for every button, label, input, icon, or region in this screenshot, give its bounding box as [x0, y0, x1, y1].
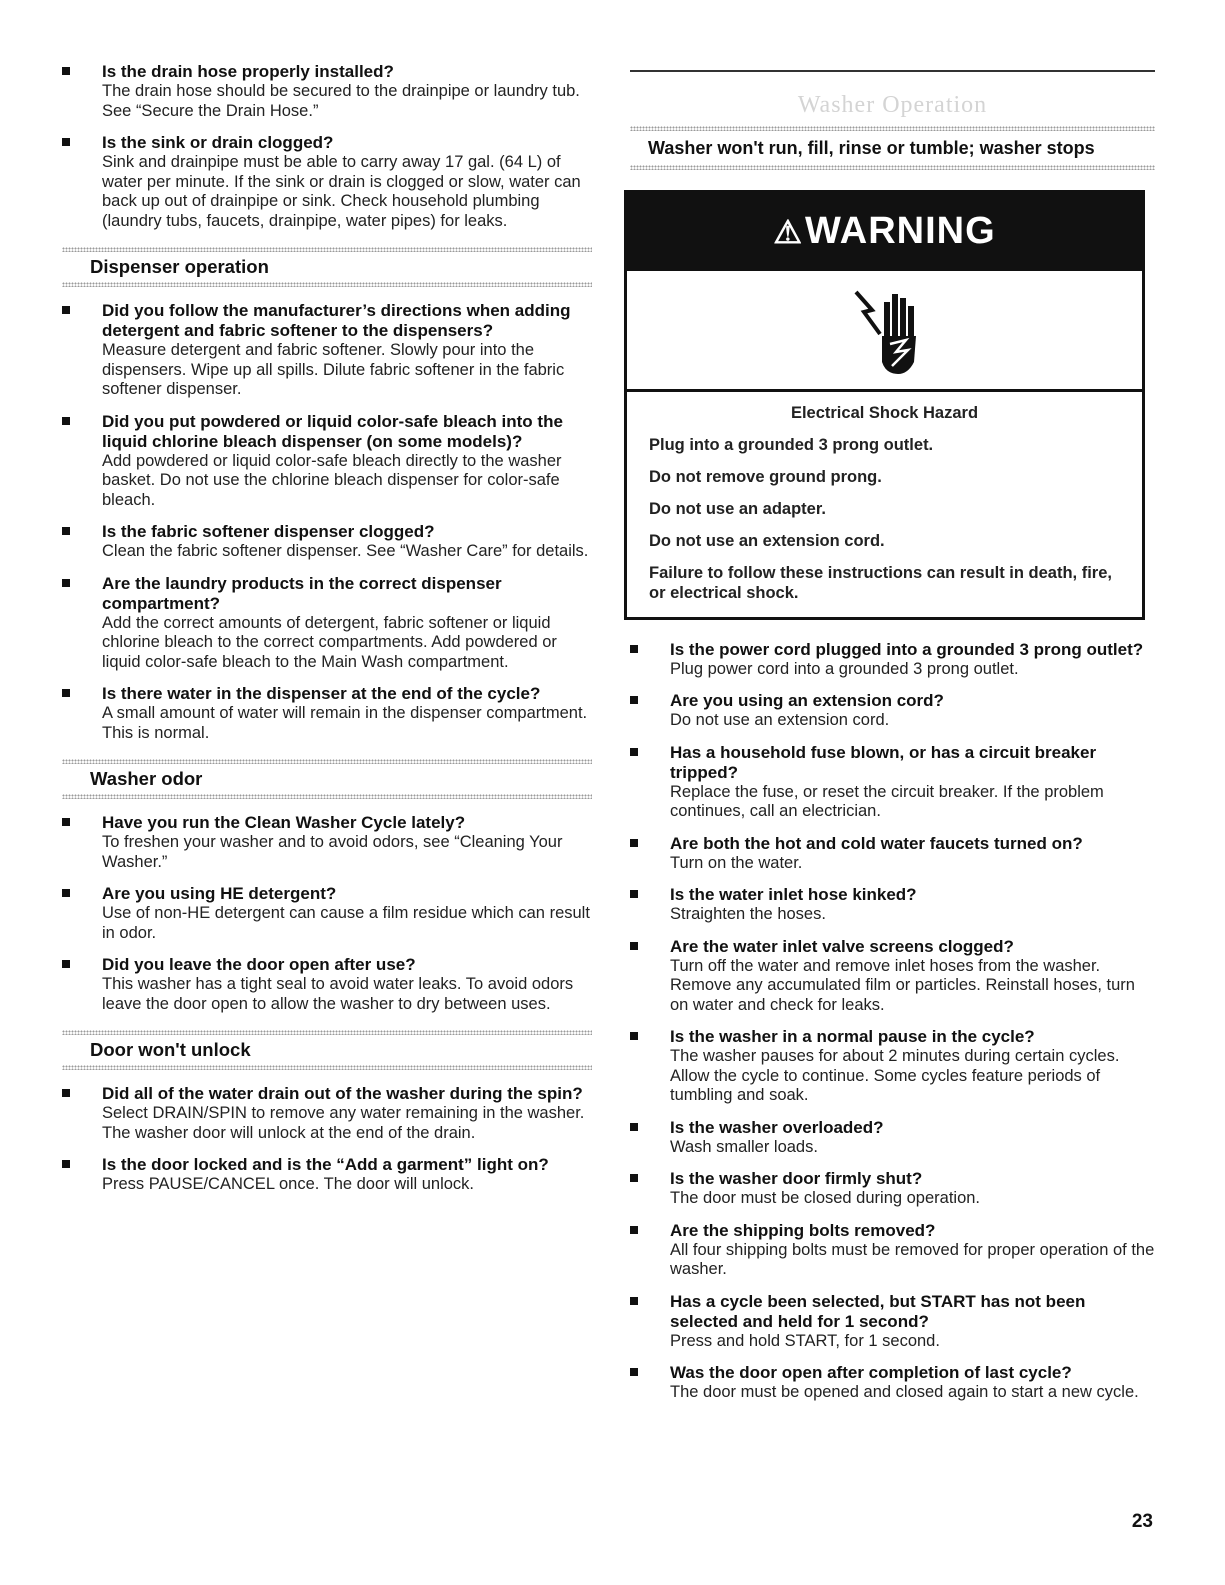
section-title: Dispenser operation [90, 256, 269, 277]
dotted-divider [62, 759, 592, 764]
bullet-icon [62, 1160, 70, 1168]
bullet-icon [62, 889, 70, 897]
dotted-divider [630, 126, 1155, 131]
question: Is the washer overloaded? [670, 1117, 884, 1137]
section-header-door [62, 1030, 592, 1070]
dotted-divider [62, 794, 592, 799]
bullet-icon [630, 696, 638, 704]
bullet-icon [630, 1123, 638, 1131]
question: Has a household fuse blown, or has a circuit breaker tripped? [670, 742, 1097, 782]
warning-line: Failure to follow these instructions can result in death, fire, or electrical shock. [649, 563, 1112, 602]
bullet-icon [630, 1032, 638, 1040]
bullet-icon [62, 689, 70, 697]
question: Are the shipping bolts removed? [670, 1220, 936, 1240]
answer: Use of non-HE detergent can cause a film residue which can result in odor. [102, 904, 590, 942]
section-header-dispenser [62, 247, 592, 287]
bullet-icon [630, 839, 638, 847]
left-column [62, 62, 592, 1207]
list-item [630, 743, 1155, 822]
dispenser-items [62, 301, 592, 743]
question: Is the washer in a normal pause in the cycle? [670, 1027, 1035, 1046]
answer: Measure detergent and fabric softener. Slowly pour into the dispensers. Wipe up all spills. Dilute fabric softener in the fabric softener dispenser. [102, 341, 565, 398]
list-item [630, 885, 1155, 925]
bullet-icon [630, 748, 638, 756]
list-item [62, 813, 592, 872]
answer: Sink and drainpipe must be able to carry away 17 gal. (64 L) of water per minute. If the sink or drain is clogged or slow, water can back up out of drainpipe or sink. Check household plumbing (laundry tubs, faucets, drainpipe, water pipes) for leaks. [102, 153, 581, 230]
warning-banner [627, 193, 1142, 271]
question: Is the water inlet hose kinked? [670, 885, 917, 904]
answer: Add powdered or liquid color-safe bleach directly to the washer basket. Do not use the chlorine bleach dispenser for color-safe bleach. [102, 451, 562, 509]
list-item [62, 884, 592, 943]
bullet-icon [630, 1226, 638, 1234]
list-item [62, 684, 592, 743]
list-item [630, 1363, 1155, 1403]
electric-hand-icon [850, 282, 920, 378]
shock-hazard-icon [627, 271, 1142, 392]
list-item [62, 62, 592, 121]
question: Are you using an extension cord? [670, 691, 944, 710]
answer: All four shipping bolts must be removed for proper operation of the washer. [670, 1240, 1155, 1278]
list-item [630, 937, 1155, 1016]
question: Are you using HE detergent? [102, 884, 337, 903]
question: Are the water inlet valve screens clogged? [670, 936, 1014, 956]
question: Is there water in the dispenser at the end of the cycle? [102, 684, 541, 703]
question: Did you follow the manufacturer’s directions when adding detergent and fabric softener to the dispensers? [102, 301, 571, 340]
question: Are the laundry products in the correct dispenser compartment? [102, 573, 502, 613]
bullet-icon [62, 306, 70, 314]
bullet-icon [62, 67, 70, 75]
list-item [62, 1084, 592, 1143]
list-item [630, 1292, 1155, 1352]
list-item [62, 574, 592, 673]
bullet-icon [630, 1174, 638, 1182]
list-item [62, 1155, 592, 1195]
bullet-icon [62, 417, 70, 425]
bullet-icon [630, 942, 638, 950]
bullet-icon [630, 890, 638, 898]
warning-body [627, 392, 1142, 617]
answer: Press and hold START, for 1 second. [670, 1331, 940, 1350]
warning-line: Do not use an extension cord. [649, 531, 885, 550]
list-item [630, 1169, 1155, 1209]
bullet-icon [630, 645, 638, 653]
bullet-icon [630, 1297, 638, 1305]
answer: A small amount of water will remain in the dispenser compartment. This is normal. [102, 704, 588, 742]
answer: Do not use an extension cord. [670, 711, 890, 729]
answer: Replace the fuse, or reset the circuit breaker. If the problem continues, call an electrician. [670, 782, 1104, 820]
list-item [630, 1118, 1155, 1158]
list-item [630, 1027, 1155, 1106]
drain-items [62, 62, 592, 231]
answer: Turn on the water. [670, 853, 803, 872]
warning-line: Plug into a grounded 3 prong outlet. [649, 435, 934, 454]
page-number: 23 [1131, 1511, 1153, 1532]
question: Did all of the water drain out of the washer during the spin? [102, 1084, 583, 1103]
list-item [62, 301, 592, 400]
top-rule [630, 70, 1155, 72]
question: Is the power cord plugged into a grounded 3 prong outlet? [670, 639, 1144, 659]
question: Is the drain hose properly installed? [102, 62, 394, 81]
dotted-divider [630, 165, 1155, 170]
answer: To freshen your washer and to avoid odors, see “Cleaning Your Washer.” [102, 833, 563, 871]
list-item [630, 834, 1155, 874]
door-items [62, 1084, 592, 1195]
bullet-icon [62, 960, 70, 968]
dotted-divider [62, 282, 592, 287]
answer: Wash smaller loads. [670, 1137, 818, 1156]
section-heading: Washer Operation [797, 91, 988, 118]
answer: The door must be opened and closed again to start a new cycle. [670, 1383, 1139, 1401]
question: Did you put powdered or liquid color-safe bleach into the liquid chlorine bleach dispenser (on some models)? [102, 411, 563, 451]
answer: The washer pauses for about 2 minutes during certain cycles. Allow the cycle to continue. Some cycles feature periods of tumbling and soak. [670, 1047, 1120, 1104]
subheading: Washer won't run, fill, rinse or tumble; washer stops [648, 137, 1095, 158]
warning-line: Do not use an adapter. [649, 499, 826, 518]
bullet-icon [62, 138, 70, 146]
section-title: Washer odor [90, 768, 203, 789]
answer: Clean the fabric softener dispenser. See “Washer Care” for details. [102, 542, 589, 560]
answer: Straighten the hoses. [670, 905, 826, 923]
question: Is the sink or drain clogged? [102, 133, 334, 152]
answer: The drain hose should be secured to the drainpipe or laundry tub. See “Secure the Drain Hose.” [102, 82, 580, 120]
list-item [62, 412, 592, 511]
answer: The door must be closed during operation. [670, 1189, 981, 1207]
answer: Select DRAIN/SPIN to remove any water remaining in the washer. The washer door will unlock at the end of the drain. [102, 1104, 585, 1142]
bullet-icon [62, 818, 70, 826]
question: Was the door open after completion of last cycle? [670, 1363, 1072, 1382]
answer: Plug power cord into a grounded 3 prong outlet. [670, 659, 1019, 678]
list-item [62, 133, 592, 231]
answer: Add the correct amounts of detergent, fabric softener or liquid chlorine bleach to the correct compartments. Add powdered or liquid color-safe bleach to the Main Wash compartment. [102, 613, 557, 671]
question: Did you leave the door open after use? [102, 955, 416, 974]
answer: Turn off the water and remove inlet hoses from the washer. Remove any accumulated film or particles. Reinstall hoses, turn on water and check for leaks. [670, 956, 1135, 1014]
bullet-icon [62, 527, 70, 535]
list-item [62, 955, 592, 1014]
right-column [630, 70, 1155, 1415]
list-item [630, 691, 1155, 731]
warning-line: Do not remove ground prong. [649, 467, 882, 486]
warning-box [624, 190, 1145, 620]
question: Is the fabric softener dispenser clogged? [102, 522, 435, 541]
question: Is the door locked and is the “Add a garment” light on? [102, 1155, 549, 1174]
question: Are both the hot and cold water faucets turned on? [670, 833, 1083, 853]
question: Has a cycle been selected, but START has not been selected and held for 1 second? [670, 1291, 1086, 1331]
dotted-divider [62, 247, 592, 252]
list-item [630, 1221, 1155, 1280]
bullet-icon [630, 1368, 638, 1376]
odor-items [62, 813, 592, 1014]
section-header-odor [62, 759, 592, 799]
list-item [62, 522, 592, 562]
hazard-title: Electrical Shock Hazard [790, 403, 979, 422]
bullet-icon [62, 1089, 70, 1097]
section-title: Door won't unlock [90, 1039, 251, 1060]
warning-triangle-icon: ⚠ [773, 213, 804, 250]
question: Is the washer door firmly shut? [670, 1169, 923, 1188]
operation-items [630, 640, 1155, 1403]
dotted-divider [62, 1065, 592, 1070]
bullet-icon [62, 579, 70, 587]
list-item [630, 640, 1155, 680]
question: Have you run the Clean Washer Cycle lately? [102, 813, 466, 832]
answer: Press PAUSE/CANCEL once. The door will unlock. [102, 1175, 475, 1193]
dotted-divider [62, 1030, 592, 1035]
answer: This washer has a tight seal to avoid water leaks. To avoid odors leave the door open to allow the washer to dry between uses. [102, 975, 574, 1013]
warning-label: WARNING [805, 210, 996, 252]
